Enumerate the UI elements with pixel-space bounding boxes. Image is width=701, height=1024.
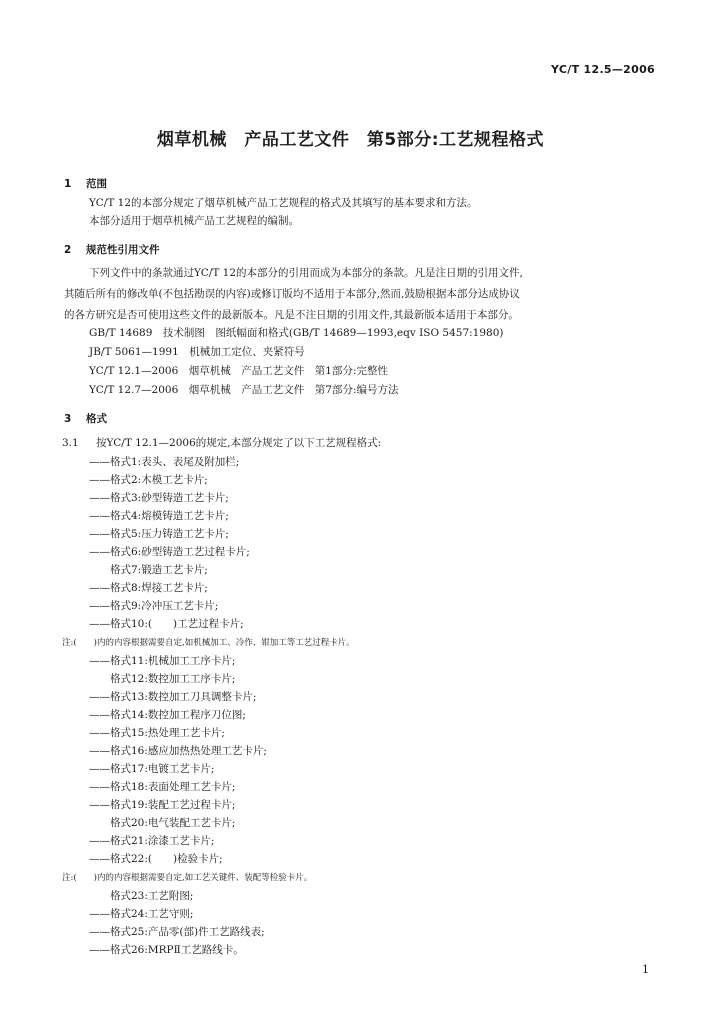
format-item: ——格式4:熔模铸造工艺卡片;: [89, 510, 229, 522]
reference-item: YC/T 12.7—2006 烟草机械 产品工艺文件 第7部分:编号方法: [89, 384, 399, 396]
paragraph: YC/T 12的本部分规定了烟草机械产品工艺规程的格式及其填写的基本要求和方法。: [89, 197, 478, 209]
paragraph-line: 下列文件中的条款通过YC/T 12的本部分的引用而成为本部分的条款。凡是注日期的引用文件,: [89, 267, 523, 279]
format-item: ——格式22:( )检验卡片;: [89, 853, 223, 865]
format-item: ——格式18:表面处理工艺卡片;: [89, 781, 236, 793]
section-number: 1: [64, 178, 72, 190]
page-number: 1: [642, 963, 649, 976]
section-title: 规范性引用文件: [86, 244, 160, 256]
reference-item: YC/T 12.1—2006 烟草机械 产品工艺文件 第1部分:完整性: [89, 365, 388, 377]
paragraph-line: 其随后所有的修改单(不包括勘误的内容)或修订版均不适用于本部分,然而,鼓励根据本部分达成协议: [64, 288, 520, 300]
format-item: ——格式1:表头、表尾及附加栏;: [89, 456, 240, 468]
format-item: ——格式26:MRPⅡ工艺路线卡。: [89, 944, 244, 956]
format-item: ——格式9:冷冲压工艺卡片;: [89, 600, 219, 612]
format-item: ——格式11:机械加工工序卡片;: [89, 655, 236, 667]
note: 注:( )内的内容根据需要自定,如机械加工、冷作、钳加工等工艺过程卡片。: [62, 638, 355, 648]
subsection-number: 3.1: [62, 437, 79, 449]
section-3-heading: [64, 411, 107, 426]
section-2-heading: [64, 242, 160, 257]
reference-item: JB/T 5061—1991 机械加工定位、夹紧符号: [89, 346, 305, 358]
format-item: ——格式16:感应加热热处理工艺卡片;: [89, 745, 267, 757]
format-item: ——格式13:数控加工刀具调整卡片;: [89, 691, 257, 703]
paragraph-line: 的各方研究是否可使用这些文件的最新版本。凡是不注日期的引用文件,其最新版本适用于本部分。: [64, 309, 519, 321]
format-item: 格式23:工艺附图;: [89, 890, 194, 902]
section-number: 3: [64, 413, 72, 425]
document-code: YC/T 12.5—2006: [551, 63, 655, 76]
format-item: ——格式19:装配工艺过程卡片;: [89, 799, 236, 811]
section-number: 2: [64, 244, 72, 256]
section-1-heading: [64, 176, 107, 191]
format-item: ——格式25:产品零(部)件工艺路线表;: [89, 926, 265, 938]
subsection-text: 按YC/T 12.1—2006的规定,本部分规定了以下工艺规程格式:: [96, 437, 382, 449]
format-item: 格式12:数控加工工序卡片;: [89, 673, 236, 685]
format-item: ——格式5:压力铸造工艺卡片;: [89, 528, 229, 540]
section-title: 格式: [86, 413, 107, 425]
format-item: ——格式8:焊接工艺卡片;: [89, 582, 208, 594]
format-item: ——格式15:热处理工艺卡片;: [89, 727, 225, 739]
format-item: ——格式14:数控加工程序刀位图;: [89, 709, 246, 721]
format-item: 格式7:锻造工艺卡片;: [89, 564, 208, 576]
subsection-3-1: [62, 436, 381, 450]
format-item: ——格式17:电镀工艺卡片;: [89, 763, 215, 775]
format-item: ——格式24:工艺守则;: [89, 908, 194, 920]
format-item: ——格式10:( )工艺过程卡片;: [89, 618, 244, 630]
document-title: 烟草机械 产品工艺文件 第5部分:工艺规程格式: [156, 130, 545, 150]
format-item: 格式20:电气装配工艺卡片;: [89, 817, 236, 829]
note: 注:( )内的内容根据需要自定,如工艺关键件、装配等检验卡片。: [62, 873, 313, 883]
reference-item: GB/T 14689 技术制图 图纸幅面和格式(GB/T 14689—1993,eqv ISO 5457:1980): [89, 327, 504, 339]
format-item: ——格式3:砂型铸造工艺卡片;: [89, 492, 229, 504]
format-item: ——格式21:涂漆工艺卡片;: [89, 835, 215, 847]
format-item: ——格式2:木模工艺卡片;: [89, 474, 208, 486]
section-title: 范围: [86, 178, 107, 190]
format-item: ——格式6:砂型铸造工艺过程卡片;: [89, 546, 250, 558]
paragraph: 本部分适用于烟草机械产品工艺规程的编制。: [89, 215, 299, 227]
